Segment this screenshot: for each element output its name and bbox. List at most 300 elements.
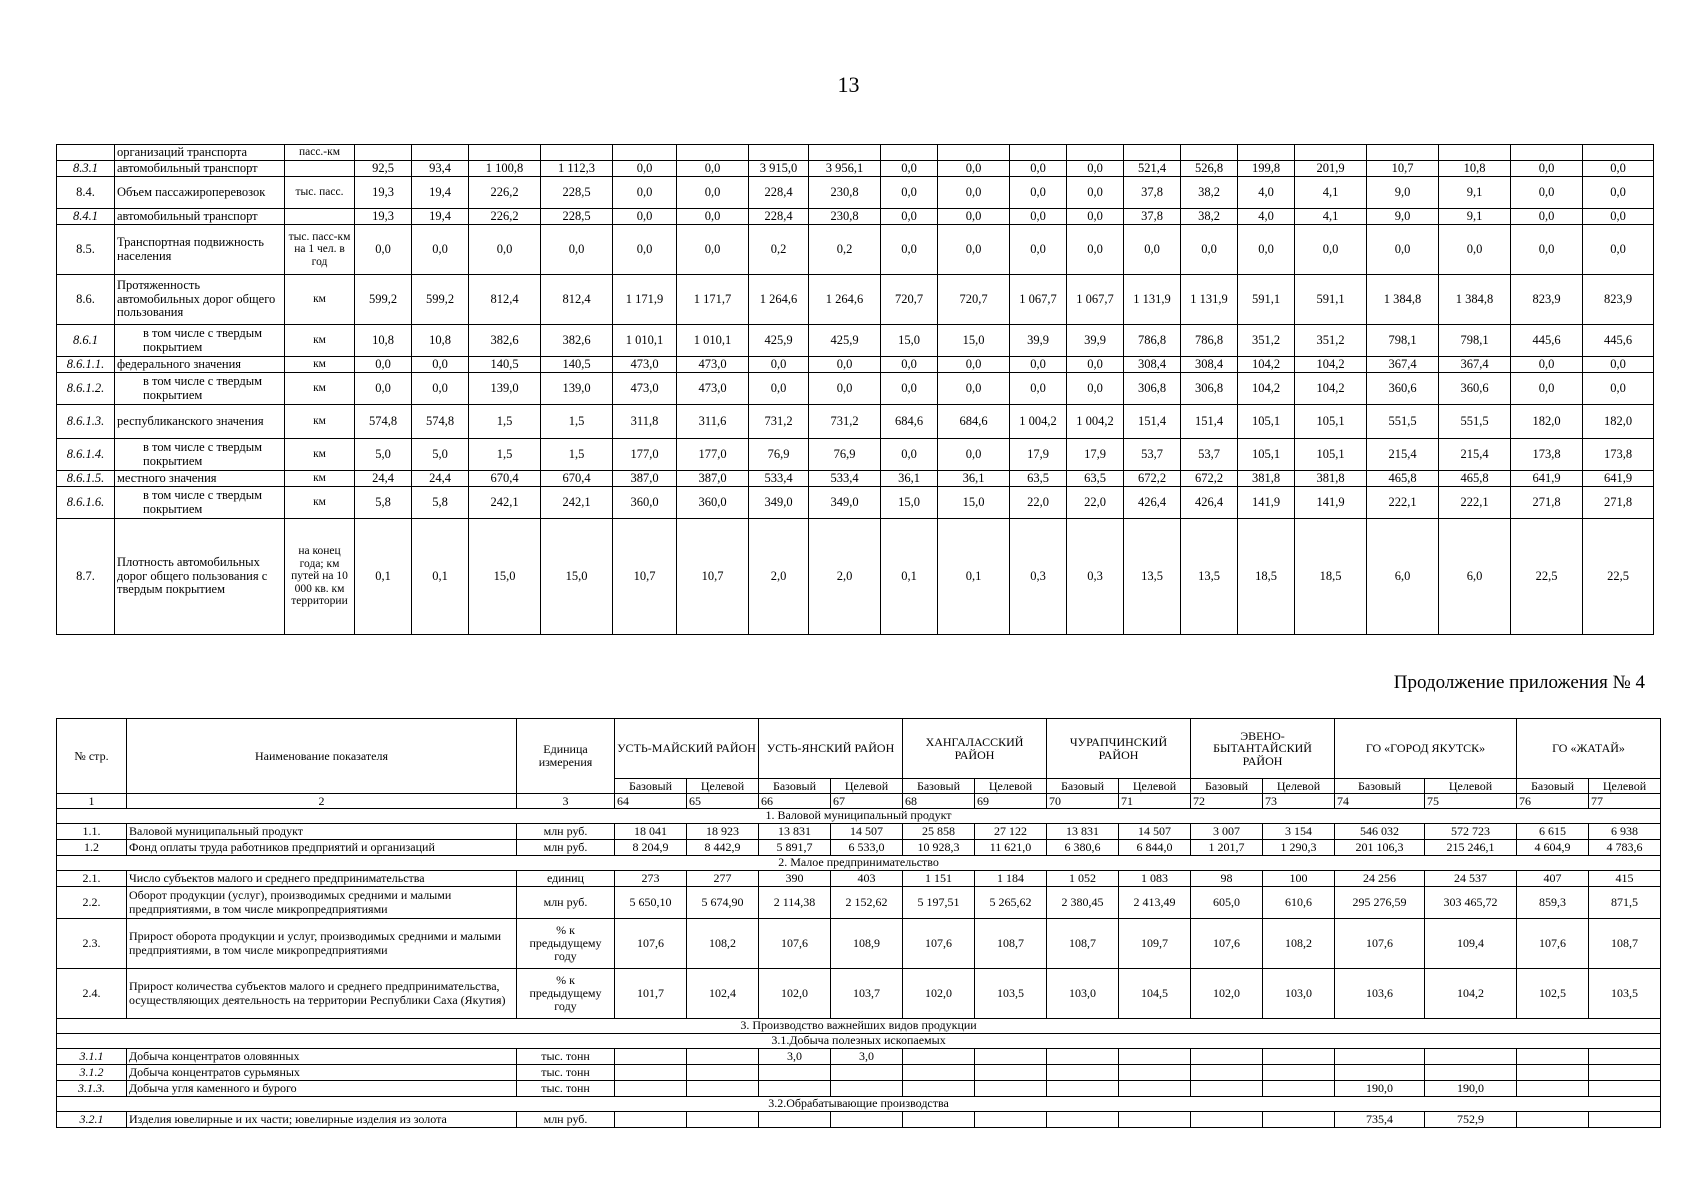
value-cell: 574,8 bbox=[355, 405, 412, 439]
value-cell bbox=[831, 1081, 903, 1097]
value-cell: 18,5 bbox=[1295, 519, 1367, 635]
value-cell: 1 264,6 bbox=[809, 275, 881, 325]
value-cell: 382,6 bbox=[469, 325, 541, 357]
table-row bbox=[57, 519, 1654, 635]
value-cell bbox=[1425, 1065, 1517, 1081]
value-cell: 4 604,9 bbox=[1517, 840, 1589, 856]
value-cell: 226,2 bbox=[469, 209, 541, 225]
value-cell: 2,0 bbox=[749, 519, 809, 635]
unit: млн руб. bbox=[517, 1112, 615, 1128]
value-cell bbox=[903, 1065, 975, 1081]
value-cell: 306,8 bbox=[1124, 373, 1181, 405]
value-cell: 0,3 bbox=[1067, 519, 1124, 635]
value-cell: 190,0 bbox=[1425, 1081, 1517, 1097]
section-row bbox=[57, 809, 1661, 824]
value-cell: 38,2 bbox=[1181, 209, 1238, 225]
value-cell: 1 004,2 bbox=[1010, 405, 1067, 439]
value-cell: 295 276,59 bbox=[1335, 887, 1425, 919]
value-cell bbox=[412, 145, 469, 161]
table-row bbox=[57, 275, 1654, 325]
table-row bbox=[57, 405, 1654, 439]
indicator-name: Плотность автомобильных дорог общего пользования с твердым покрытием bbox=[115, 519, 285, 635]
value-cell: 109,4 bbox=[1425, 919, 1517, 969]
value-cell: 15,0 bbox=[469, 519, 541, 635]
value-cell bbox=[759, 1112, 831, 1128]
value-cell: 201,9 bbox=[1295, 161, 1367, 177]
value-cell: 360,6 bbox=[1439, 373, 1511, 405]
value-cell: 37,8 bbox=[1124, 209, 1181, 225]
value-cell bbox=[975, 1065, 1047, 1081]
value-cell: 107,6 bbox=[615, 919, 687, 969]
table-row bbox=[57, 439, 1654, 471]
value-cell: 15,0 bbox=[938, 325, 1010, 357]
value-cell: 273 bbox=[615, 871, 687, 887]
value-cell: 102,4 bbox=[687, 969, 759, 1019]
economy-indicators-table bbox=[56, 718, 1661, 1128]
value-cell: 13 831 bbox=[1047, 824, 1119, 840]
indicator-name: Добыча угля каменного и бурого bbox=[127, 1081, 517, 1097]
value-cell bbox=[615, 1081, 687, 1097]
value-cell bbox=[1263, 1049, 1335, 1065]
value-cell: 381,8 bbox=[1238, 471, 1295, 487]
indicator-name: Прирост количества субъектов малого и среднего предпринимательства, осуществляющих деятельность на территории Республики Саха (Якутия) bbox=[127, 969, 517, 1019]
value-cell bbox=[615, 1049, 687, 1065]
column-index: 3 bbox=[517, 794, 615, 809]
value-cell: 599,2 bbox=[412, 275, 469, 325]
unit: км bbox=[285, 325, 355, 357]
value-cell: 1 384,8 bbox=[1367, 275, 1439, 325]
value-cell bbox=[1238, 145, 1295, 161]
value-cell: 13 831 bbox=[759, 824, 831, 840]
value-cell: 102,0 bbox=[903, 969, 975, 1019]
value-cell: 812,4 bbox=[541, 275, 613, 325]
value-cell: 3 915,0 bbox=[749, 161, 809, 177]
value-cell: 0,0 bbox=[1067, 225, 1124, 275]
value-cell: 0,0 bbox=[355, 373, 412, 405]
value-cell bbox=[749, 145, 809, 161]
unit: км bbox=[285, 471, 355, 487]
value-cell: 53,7 bbox=[1181, 439, 1238, 471]
value-cell: 0,0 bbox=[881, 373, 938, 405]
section-row bbox=[57, 1019, 1661, 1034]
value-cell: 0,0 bbox=[938, 209, 1010, 225]
value-cell: 101,7 bbox=[615, 969, 687, 1019]
value-cell: 8 442,9 bbox=[687, 840, 759, 856]
value-cell: 108,9 bbox=[831, 919, 903, 969]
indicator-name: республиканского значения bbox=[115, 405, 285, 439]
value-cell: 3,0 bbox=[831, 1049, 903, 1065]
value-cell: 0,0 bbox=[1439, 225, 1511, 275]
value-cell: 228,4 bbox=[749, 177, 809, 209]
value-cell: 465,8 bbox=[1367, 471, 1439, 487]
value-cell: 9,0 bbox=[1367, 177, 1439, 209]
value-cell: 0,0 bbox=[749, 357, 809, 373]
value-cell bbox=[1517, 1065, 1589, 1081]
row-number: 8.6.1.3. bbox=[57, 405, 115, 439]
value-cell: 6 938 bbox=[1589, 824, 1661, 840]
value-cell bbox=[687, 1112, 759, 1128]
value-cell: 0,0 bbox=[1511, 177, 1583, 209]
value-cell: 0,0 bbox=[1583, 357, 1654, 373]
value-cell: 13,5 bbox=[1181, 519, 1238, 635]
table-row bbox=[57, 177, 1654, 209]
value-cell: 0,0 bbox=[1583, 177, 1654, 209]
value-cell: 670,4 bbox=[469, 471, 541, 487]
unit: тыс. пасс-км на 1 чел. в год bbox=[285, 225, 355, 275]
value-cell: 533,4 bbox=[809, 471, 881, 487]
value-cell: 24,4 bbox=[412, 471, 469, 487]
subheader-target: Целевой bbox=[1263, 779, 1335, 794]
value-cell: 0,0 bbox=[1010, 177, 1067, 209]
value-cell bbox=[1589, 1065, 1661, 1081]
column-index: 68 bbox=[903, 794, 975, 809]
value-cell bbox=[1335, 1065, 1425, 1081]
value-cell: 0,0 bbox=[1010, 373, 1067, 405]
value-cell: 0,2 bbox=[749, 225, 809, 275]
subheader-target: Целевой bbox=[1589, 779, 1661, 794]
value-cell: 308,4 bbox=[1181, 357, 1238, 373]
value-cell bbox=[1119, 1081, 1191, 1097]
indicator-name: в том числе с твердым покрытием bbox=[115, 373, 285, 405]
table-row bbox=[57, 1081, 1661, 1097]
value-cell: 277 bbox=[687, 871, 759, 887]
row-number: 3.1.1 bbox=[57, 1049, 127, 1065]
value-cell: 3,0 bbox=[759, 1049, 831, 1065]
value-cell: 10,7 bbox=[613, 519, 677, 635]
value-cell: 349,0 bbox=[749, 487, 809, 519]
value-cell: 19,3 bbox=[355, 209, 412, 225]
value-cell: 107,6 bbox=[1517, 919, 1589, 969]
value-cell: 10,8 bbox=[355, 325, 412, 357]
value-cell bbox=[1047, 1112, 1119, 1128]
value-cell bbox=[1425, 1049, 1517, 1065]
value-cell: 0,0 bbox=[469, 225, 541, 275]
value-cell: 215 246,1 bbox=[1425, 840, 1517, 856]
value-cell: 526,8 bbox=[1181, 161, 1238, 177]
continuation-title: Продолжение приложения № 4 bbox=[1393, 672, 1645, 693]
value-cell: 407 bbox=[1517, 871, 1589, 887]
column-index: 77 bbox=[1589, 794, 1661, 809]
value-cell: 610,6 bbox=[1263, 887, 1335, 919]
value-cell: 6,0 bbox=[1367, 519, 1439, 635]
value-cell: 1 171,7 bbox=[677, 275, 749, 325]
row-number: 8.7. bbox=[57, 519, 115, 635]
value-cell: 0,0 bbox=[749, 373, 809, 405]
value-cell: 0,0 bbox=[1124, 225, 1181, 275]
unit: % к предыдущему году bbox=[517, 969, 615, 1019]
column-index: 76 bbox=[1517, 794, 1589, 809]
table-row bbox=[57, 161, 1654, 177]
value-cell: 2,0 bbox=[809, 519, 881, 635]
row-number: 8.6.1.5. bbox=[57, 471, 115, 487]
value-cell: 215,4 bbox=[1439, 439, 1511, 471]
value-cell: 641,9 bbox=[1583, 471, 1654, 487]
value-cell: 426,4 bbox=[1124, 487, 1181, 519]
subheader-base: Базовый bbox=[1517, 779, 1589, 794]
column-index: 74 bbox=[1335, 794, 1425, 809]
value-cell: 76,9 bbox=[749, 439, 809, 471]
value-cell: 0,0 bbox=[1583, 225, 1654, 275]
value-cell: 1 131,9 bbox=[1181, 275, 1238, 325]
section-title: 3. Производство важнейших видов продукции bbox=[57, 1019, 1661, 1034]
value-cell bbox=[1511, 145, 1583, 161]
value-cell bbox=[1263, 1081, 1335, 1097]
value-cell: 672,2 bbox=[1181, 471, 1238, 487]
value-cell: 731,2 bbox=[809, 405, 881, 439]
unit: млн руб. bbox=[517, 840, 615, 856]
value-cell: 752,9 bbox=[1425, 1112, 1517, 1128]
value-cell: 1 067,7 bbox=[1067, 275, 1124, 325]
value-cell: 17,9 bbox=[1010, 439, 1067, 471]
value-cell: 36,1 bbox=[881, 471, 938, 487]
value-cell: 104,2 bbox=[1295, 357, 1367, 373]
value-cell: 1,5 bbox=[541, 405, 613, 439]
unit: единиц bbox=[517, 871, 615, 887]
value-cell bbox=[613, 145, 677, 161]
value-cell: 230,8 bbox=[809, 209, 881, 225]
table-row bbox=[57, 824, 1661, 840]
table-row bbox=[57, 471, 1654, 487]
section-row bbox=[57, 1097, 1661, 1112]
indicator-name: федерального значения bbox=[115, 357, 285, 373]
value-cell bbox=[1124, 145, 1181, 161]
value-cell bbox=[1517, 1081, 1589, 1097]
unit: км bbox=[285, 275, 355, 325]
value-cell: 1 067,7 bbox=[1010, 275, 1067, 325]
value-cell: 445,6 bbox=[1583, 325, 1654, 357]
value-cell: 104,5 bbox=[1119, 969, 1191, 1019]
value-cell bbox=[975, 1049, 1047, 1065]
column-index: 75 bbox=[1425, 794, 1517, 809]
value-cell: 1 171,9 bbox=[613, 275, 677, 325]
indicator-name: Добыча концентратов оловянных bbox=[127, 1049, 517, 1065]
value-cell: 105,1 bbox=[1295, 405, 1367, 439]
value-cell: 0,0 bbox=[1511, 209, 1583, 225]
row-number: 8.5. bbox=[57, 225, 115, 275]
value-cell: 9,1 bbox=[1439, 209, 1511, 225]
value-cell: 104,2 bbox=[1238, 357, 1295, 373]
value-cell: 0,0 bbox=[881, 161, 938, 177]
value-cell: 426,4 bbox=[1181, 487, 1238, 519]
indicator-name: в том числе с твердым покрытием bbox=[115, 487, 285, 519]
value-cell: 6 380,6 bbox=[1047, 840, 1119, 856]
value-cell bbox=[975, 1112, 1047, 1128]
indicator-name: Протяженность автомобильных дорог общего пользования bbox=[115, 275, 285, 325]
subheader-base: Базовый bbox=[1335, 779, 1425, 794]
subheader-base: Базовый bbox=[759, 779, 831, 794]
value-cell: 141,9 bbox=[1295, 487, 1367, 519]
column-index: 72 bbox=[1191, 794, 1263, 809]
table-row bbox=[57, 373, 1654, 405]
value-cell: 1 010,1 bbox=[613, 325, 677, 357]
value-cell: 0,0 bbox=[1583, 209, 1654, 225]
value-cell: 228,4 bbox=[749, 209, 809, 225]
value-cell: 0,0 bbox=[613, 161, 677, 177]
value-cell: 415 bbox=[1589, 871, 1661, 887]
value-cell: 551,5 bbox=[1439, 405, 1511, 439]
header-district: УСТЬ-МАЙСКИЙ РАЙОН bbox=[615, 719, 759, 779]
value-cell: 102,0 bbox=[1191, 969, 1263, 1019]
value-cell: 425,9 bbox=[809, 325, 881, 357]
value-cell: 0,0 bbox=[677, 161, 749, 177]
value-cell: 103,6 bbox=[1335, 969, 1425, 1019]
value-cell: 425,9 bbox=[749, 325, 809, 357]
value-cell bbox=[1367, 145, 1439, 161]
value-cell: 139,0 bbox=[541, 373, 613, 405]
value-cell: 0,3 bbox=[1010, 519, 1067, 635]
subheader-target: Целевой bbox=[831, 779, 903, 794]
value-cell: 201 106,3 bbox=[1335, 840, 1425, 856]
value-cell: 0,0 bbox=[1067, 357, 1124, 373]
value-cell: 19,3 bbox=[355, 177, 412, 209]
value-cell: 141,9 bbox=[1238, 487, 1295, 519]
indicator-name: в том числе с твердым покрытием bbox=[115, 325, 285, 357]
value-cell bbox=[831, 1112, 903, 1128]
value-cell: 599,2 bbox=[355, 275, 412, 325]
value-cell bbox=[903, 1049, 975, 1065]
header-district: ГО «ЖАТАЙ» bbox=[1517, 719, 1661, 779]
value-cell: 0,0 bbox=[1295, 225, 1367, 275]
value-cell: 306,8 bbox=[1181, 373, 1238, 405]
value-cell: 360,6 bbox=[1367, 373, 1439, 405]
value-cell: 22,5 bbox=[1583, 519, 1654, 635]
subheader-target: Целевой bbox=[975, 779, 1047, 794]
value-cell: 641,9 bbox=[1511, 471, 1583, 487]
value-cell: 731,2 bbox=[749, 405, 809, 439]
subheader-target: Целевой bbox=[1119, 779, 1191, 794]
indicator-name: в том числе с твердым покрытием bbox=[115, 439, 285, 471]
value-cell: 18 041 bbox=[615, 824, 687, 840]
value-cell: 605,0 bbox=[1191, 887, 1263, 919]
value-cell: 10 928,3 bbox=[903, 840, 975, 856]
value-cell: 0,0 bbox=[938, 439, 1010, 471]
value-cell bbox=[759, 1065, 831, 1081]
value-cell: 0,0 bbox=[809, 373, 881, 405]
value-cell: 786,8 bbox=[1181, 325, 1238, 357]
value-cell bbox=[809, 145, 881, 161]
value-cell: 4,1 bbox=[1295, 209, 1367, 225]
unit: тыс. тонн bbox=[517, 1065, 615, 1081]
value-cell: 228,5 bbox=[541, 177, 613, 209]
value-cell: 473,0 bbox=[613, 357, 677, 373]
column-index: 64 bbox=[615, 794, 687, 809]
value-cell: 0,0 bbox=[1511, 373, 1583, 405]
value-cell bbox=[1335, 1049, 1425, 1065]
indicator-name: автомобильный транспорт bbox=[115, 209, 285, 225]
row-number: 3.1.3. bbox=[57, 1081, 127, 1097]
section-title: 3.1.Добыча полезных ископаемых bbox=[57, 1034, 1661, 1049]
value-cell: 228,5 bbox=[541, 209, 613, 225]
value-cell: 18,5 bbox=[1238, 519, 1295, 635]
value-cell: 3 007 bbox=[1191, 824, 1263, 840]
value-cell: 39,9 bbox=[1067, 325, 1124, 357]
value-cell: 0,0 bbox=[1067, 209, 1124, 225]
indicator-name: Валовой муниципальный продукт bbox=[127, 824, 517, 840]
header-district: ХАНГАЛАССКИЙ РАЙОН bbox=[903, 719, 1047, 779]
value-cell: 105,1 bbox=[1238, 439, 1295, 471]
value-cell: 4 783,6 bbox=[1589, 840, 1661, 856]
value-cell: 104,2 bbox=[1295, 373, 1367, 405]
value-cell: 9,0 bbox=[1367, 209, 1439, 225]
value-cell: 445,6 bbox=[1511, 325, 1583, 357]
column-index: 67 bbox=[831, 794, 903, 809]
value-cell: 1 052 bbox=[1047, 871, 1119, 887]
value-cell: 0,2 bbox=[809, 225, 881, 275]
value-cell: 0,0 bbox=[613, 177, 677, 209]
value-cell: 107,6 bbox=[1191, 919, 1263, 969]
row-number: 8.6.1.4. bbox=[57, 439, 115, 471]
value-cell: 546 032 bbox=[1335, 824, 1425, 840]
value-cell bbox=[903, 1112, 975, 1128]
value-cell: 0,0 bbox=[809, 357, 881, 373]
value-cell bbox=[615, 1112, 687, 1128]
value-cell: 473,0 bbox=[677, 357, 749, 373]
indicator-name: Оборот продукции (услуг), производимых средними и малыми предприятиями, в том числе микропредприятиями bbox=[127, 887, 517, 919]
value-cell: 0,1 bbox=[355, 519, 412, 635]
value-cell: 5,8 bbox=[355, 487, 412, 519]
row-number: 1.1. bbox=[57, 824, 127, 840]
value-cell: 0,0 bbox=[881, 357, 938, 373]
value-cell: 14 507 bbox=[831, 824, 903, 840]
value-cell bbox=[1263, 1112, 1335, 1128]
value-cell bbox=[1119, 1112, 1191, 1128]
value-cell: 38,2 bbox=[1181, 177, 1238, 209]
unit: на конец года; км путей на 10 000 кв. км территории bbox=[285, 519, 355, 635]
value-cell: 11 621,0 bbox=[975, 840, 1047, 856]
value-cell: 1,5 bbox=[469, 439, 541, 471]
value-cell: 103,5 bbox=[1589, 969, 1661, 1019]
value-cell: 0,0 bbox=[881, 209, 938, 225]
value-cell: 242,1 bbox=[541, 487, 613, 519]
value-cell: 8 204,9 bbox=[615, 840, 687, 856]
value-cell: 6 615 bbox=[1517, 824, 1589, 840]
value-cell: 104,2 bbox=[1425, 969, 1517, 1019]
table-row bbox=[57, 209, 1654, 225]
unit bbox=[285, 209, 355, 225]
value-cell: 351,2 bbox=[1238, 325, 1295, 357]
value-cell: 1 010,1 bbox=[677, 325, 749, 357]
value-cell: 1 264,6 bbox=[749, 275, 809, 325]
header-unit: Единица измерения bbox=[517, 719, 615, 794]
unit: % к предыдущему году bbox=[517, 919, 615, 969]
value-cell: 107,6 bbox=[903, 919, 975, 969]
value-cell: 6 844,0 bbox=[1119, 840, 1191, 856]
value-cell: 17,9 bbox=[1067, 439, 1124, 471]
value-cell: 151,4 bbox=[1181, 405, 1238, 439]
value-cell: 0,0 bbox=[1511, 161, 1583, 177]
value-cell: 1 201,7 bbox=[1191, 840, 1263, 856]
value-cell: 0,1 bbox=[412, 519, 469, 635]
value-cell: 103,5 bbox=[975, 969, 1047, 1019]
value-cell: 823,9 bbox=[1511, 275, 1583, 325]
value-cell: 0,0 bbox=[355, 225, 412, 275]
subheader-base: Базовый bbox=[903, 779, 975, 794]
value-cell bbox=[1191, 1112, 1263, 1128]
column-index: 2 bbox=[127, 794, 517, 809]
value-cell: 465,8 bbox=[1439, 471, 1511, 487]
value-cell: 0,0 bbox=[677, 225, 749, 275]
value-cell: 108,2 bbox=[687, 919, 759, 969]
value-cell: 222,1 bbox=[1367, 487, 1439, 519]
value-cell: 102,0 bbox=[759, 969, 831, 1019]
value-cell bbox=[1589, 1049, 1661, 1065]
value-cell: 4,1 bbox=[1295, 177, 1367, 209]
value-cell: 1 083 bbox=[1119, 871, 1191, 887]
table-row bbox=[57, 969, 1661, 1019]
value-cell: 382,6 bbox=[541, 325, 613, 357]
value-cell: 36,1 bbox=[938, 471, 1010, 487]
value-cell: 5,8 bbox=[412, 487, 469, 519]
